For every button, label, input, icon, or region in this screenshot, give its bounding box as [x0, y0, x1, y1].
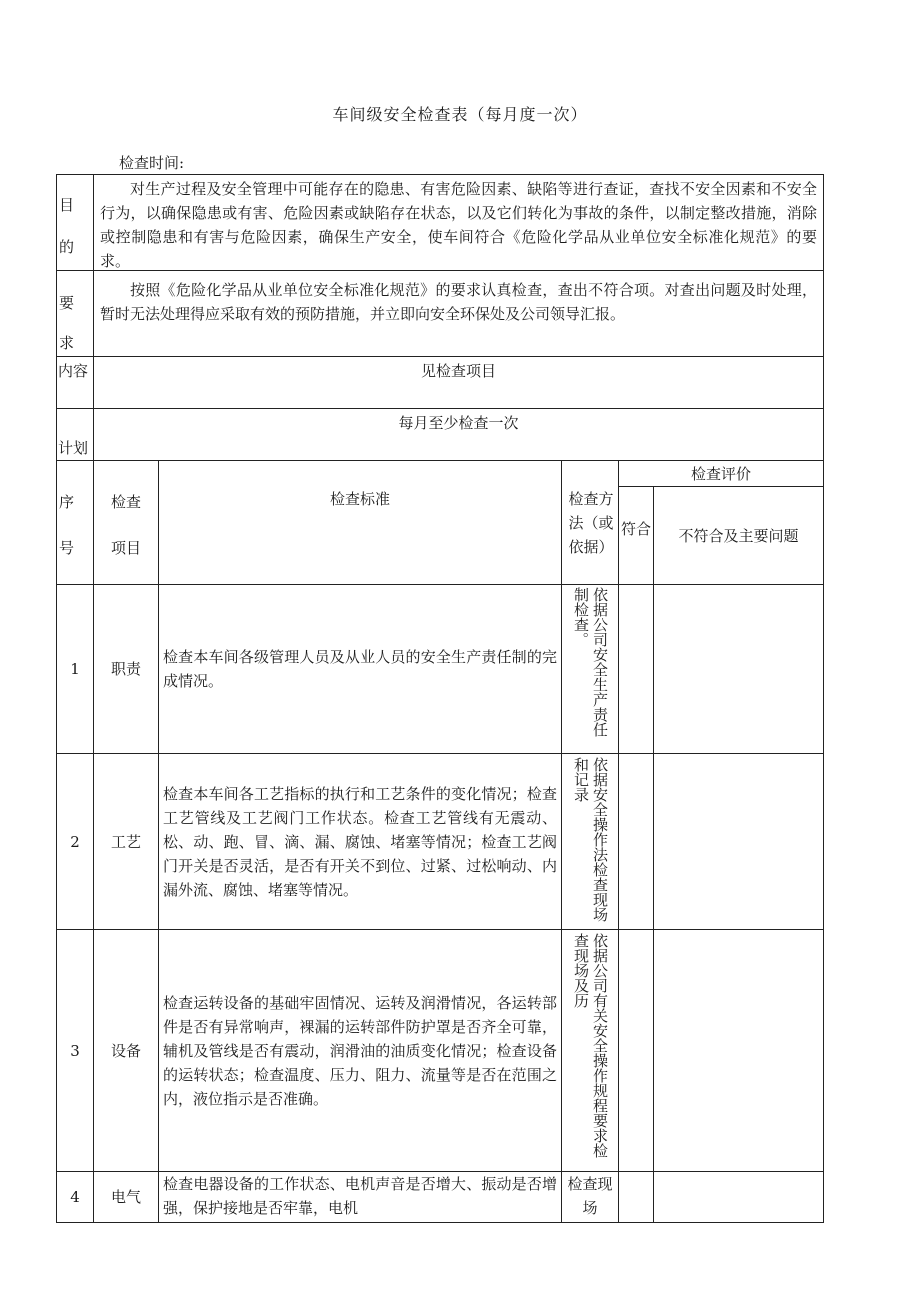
header-item-bottom: 项目	[110, 539, 141, 557]
header-no-bottom: 号	[59, 539, 75, 557]
row-3-method-cell	[561, 929, 619, 1172]
plan-label: 计划	[58, 439, 89, 457]
requirement-label-bottom: 求	[59, 334, 75, 352]
row-1-no: 1	[56, 584, 94, 754]
row-2-standard: 检查本车间各工艺指标的执行和工艺条件的变化情况；检查工艺管线及工艺阀门工作状态。检查工艺管线有无震动、松、动、跑、冒、滴、漏、腐蚀、堵塞等情况；检查工艺阀门开关是否灵活，是否有开关不到位、过紧、过松响动、内漏外流、腐蚀、堵塞等情况。	[158, 753, 562, 930]
row-1-item: 职责	[93, 584, 159, 754]
requirement-label-top: 要	[59, 294, 75, 312]
row-2-nonconform[interactable]	[653, 753, 824, 930]
header-standard: 检查标准	[329, 490, 390, 508]
content-text-cell	[93, 356, 824, 409]
row-2-conform[interactable]	[618, 753, 654, 930]
plan-text: 每月至少检查一次	[398, 414, 519, 432]
row-2-method-cell	[561, 753, 619, 930]
row-4-method: 检查现场	[561, 1171, 619, 1223]
row-3-method: 依据公司有关安全操作规程要求检查现场及历	[572, 932, 609, 1158]
row-2-item: 工艺	[93, 753, 159, 930]
purpose-label-cell	[56, 174, 94, 271]
row-3-conform[interactable]	[618, 929, 654, 1172]
header-standard-cell	[158, 460, 562, 585]
content-label: 内容	[58, 362, 89, 380]
header-no-top: 序	[59, 493, 75, 511]
content-text: 见检查项目	[420, 362, 496, 380]
row-4-conform[interactable]	[618, 1171, 654, 1223]
row-3-item: 设备	[93, 929, 159, 1172]
row-3-nonconform[interactable]	[653, 929, 824, 1172]
row-1-method: 依据公司安全生产责任制检查。	[572, 587, 609, 737]
row-2-method: 依据安全操作法检查现场和记录	[572, 756, 609, 922]
row-4-standard: 检查电器设备的工作状态、电机声音是否增大、振动是否增强，保护接地是否牢靠，电机	[158, 1171, 562, 1223]
header-conform: 符合	[621, 520, 652, 538]
purpose-text: 对生产过程及安全管理中可能存在的隐患、有害危险因素、缺陷等进行查证，查找不安全因素和不安全行为，以确保隐患或有害、危险因素或缺陷存在状态，以及它们转化为事故的条件，以制定整改措施，消除或控制隐患和有害与危险因素，确保生产安全，使车间符合《危险化学品从业单位安全标准化规范》的要求。	[93, 174, 824, 271]
row-1-method-cell	[561, 584, 619, 754]
row-1-standard: 检查本车间各级管理人员及从业人员的安全生产责任制的完成情况。	[158, 584, 562, 754]
row-4-nonconform[interactable]	[653, 1171, 824, 1223]
requirement-text: 按照《危险化学品从业单位安全标准化规范》的要求认真检查，查出不符合项。对查出问题及时处理，暂时无法处理得应采取有效的预防措施，并立即向安全环保处及公司领导汇报。	[93, 270, 824, 357]
row-4-no: 4	[56, 1171, 94, 1223]
purpose-label-top: 目	[59, 196, 75, 214]
inspection-date-label: 检查时间:	[119, 154, 185, 172]
header-nonconform: 不符合及主要问题	[653, 486, 824, 585]
header-evaluation: 检查评价	[618, 460, 824, 487]
plan-label-cell	[56, 408, 94, 461]
row-4-item: 电气	[93, 1171, 159, 1223]
header-conform-cell	[618, 486, 654, 585]
requirement-label-cell	[56, 270, 94, 357]
row-2-no: 2	[56, 753, 94, 930]
header-item-cell	[93, 460, 159, 585]
header-no-cell	[56, 460, 94, 585]
row-1-nonconform[interactable]	[653, 584, 824, 754]
header-method: 检查方法（或依据）	[568, 490, 614, 556]
row-3-standard: 检查运转设备的基础牢固情况、运转及润滑情况，各运转部件是否有异常响声，裸漏的运转部件防护罩是否齐全可靠，辅机及管线是否有震动，润滑油的油质变化情况；检查设备的运转状态；检查温度、压力、阻力、流量等是否在范围之内，液位指示是否准确。	[158, 929, 562, 1172]
inspection-table	[56, 174, 824, 1223]
plan-text-cell	[93, 408, 824, 461]
row-1-conform[interactable]	[618, 584, 654, 754]
header-item-top: 检查	[110, 493, 141, 511]
document-title: 车间级安全检查表（每月度一次）	[332, 105, 588, 124]
purpose-label-bottom: 的	[59, 238, 75, 256]
content-label-cell	[56, 356, 94, 409]
row-3-no: 3	[56, 929, 94, 1172]
header-method-cell	[561, 460, 619, 585]
